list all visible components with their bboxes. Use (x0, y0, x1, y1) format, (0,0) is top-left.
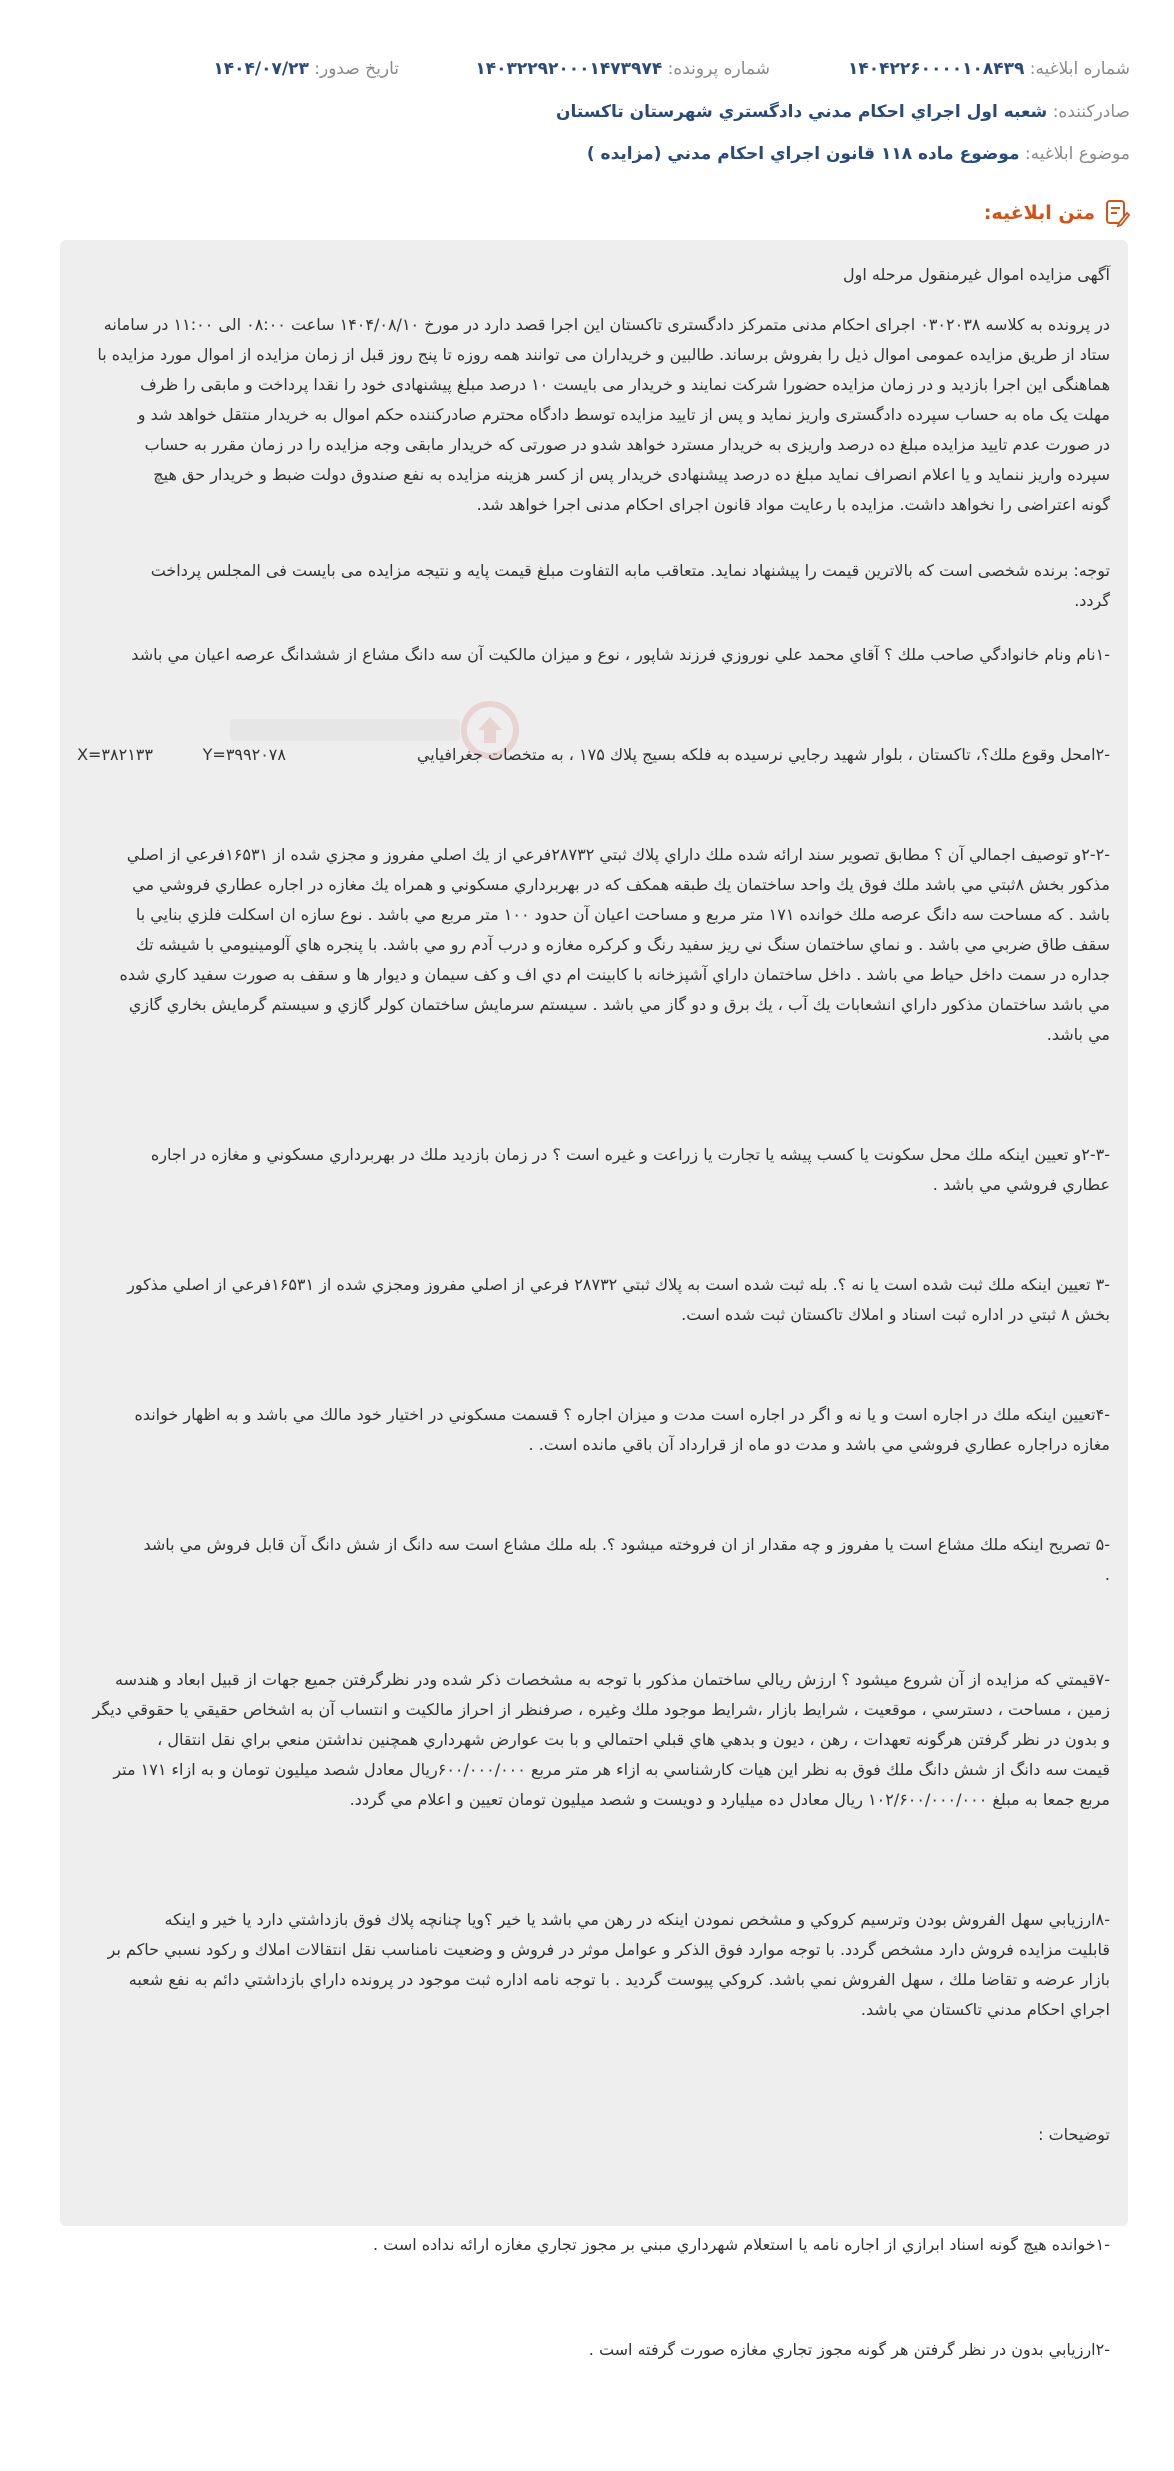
notice-number (848, 54, 1130, 84)
notice-number-value: ۱۴۰۴۲۲۶۰۰۰۰۱۰۸۴۳۹ (847, 59, 1025, 79)
paragraph-main-line: مهلت یک ماه به حساب سپرده دادگستری واریز نماید و پس از تایید مزایده توسط دادگاه محترم صادرکننده حکم اموال به خریدار منتقل خواهد شد و (137, 405, 1110, 424)
item-2-2-line: جداره در سمت داخل حياط مي باشد . داخل ساختمان داراي آشپزخانه با كابينت ام دي اف و كف سيمان و ديوار ها و سقف به صورت سفيد كاري شده (119, 965, 1110, 984)
item-2-2-line: -۲-۲و توصيف اجمالي آن ؟ مطابق تصوير سند ارائه شده ملك داراي پلاك ثبتي ۲۸۷۳۲فرعي از يك اصلي مفروز و مجزي شده از ۱۶۵۳۱فرعي از اصلي (126, 845, 1110, 864)
item-2-2-line: مي باشد ساختمان مذكور داراي انشعابات يك آب ، يك برق و دو گاز مي باشد . سيستم سرمايش ساختمان كولر گازي و سيستم گرمايش بخاري گازي (128, 995, 1110, 1014)
paragraph-main-line: گونه اعتراضی را نخواهد داشت. مزایده با رعایت مواد قانون اجرای احکام مدنی اجرا خواهد شد. (476, 495, 1110, 514)
item-1-owner: -۱نام ونام خانوادگي صاحب ملك ؟ آقاي محمد علي نوروزي فرزند شاپور ، نوع و ميزان مالكيت آن سه دانگ مشاع از ششدانگ عرصه اعيان مي باشد (131, 645, 1110, 664)
note-1: -۱خوانده هيچ گونه اسناد ابرازي از اجاره نامه يا استعلام شهرداري مبني بر مجوز تجاري مغازه ارائه نداده است . (372, 2235, 1110, 2254)
item-2-x-coordinate: X=۳۸۲۱۳۳ (77, 745, 153, 764)
meta-row-numbers (0, 54, 1174, 84)
paragraph-note-line: توجه: برنده شخصی است که بالاترین قیمت را پیشنهاد نماید. متعاقب مابه التفاوت مبلغ قیمت پایه و نتیجه مزایده می بایست فی المجلس پرداخت (150, 561, 1110, 580)
item-2-2-line: مذكور بخش ۸ثبتي مي باشد ملك فوق يك واحد ساختمان يك طبقه همكف كه در بهربرداري مسكوني و همراه يك مغازه در اجاره عطاري فروشي مي (132, 875, 1110, 894)
item-7-line: و بدون در نظر گرفتن هرگونه تعهدات ، رهن ، ديون و بدهي هاي قبلي احتمالي و با بت عوارض شهرداري همچنين نداشتن منعي براي نقل انتقال ، (157, 1730, 1110, 1749)
notice-number-label: شماره ابلاغيه: (1029, 59, 1130, 79)
item-7-line: -۷قيمتي كه مزايده از آن شروع ميشود ؟ ارزش ريالي ساختمان مذكور با توجه به مشخصات ذكر شده ودر نظرگرفتن جميع جهات از قبيل ابعاد و هندسه (115, 1670, 1110, 1689)
item-2-2-line: سقف طاق ضربي مي باشد . و نماي ساختمان سنگ ني ريز سفيد رنگ و كركره مغازه و درب آدم رو مي باشد. با پنجره هاي آلومينيومي با شيشه تك (135, 935, 1110, 954)
item-2-2-line: باشد . كه مساحت سه دانگ عرصه ملك خوانده ۱۷۱ متر مربع و مساحت اعيان آن حدود ۱۰۰ متر مربع مي باشد . نوع سازه ان اسكلت فلزي بنايي با (135, 905, 1110, 924)
notice-text-heading-label: متن ابلاغيه: (983, 202, 1095, 224)
item-2-location (78, 740, 1110, 770)
item-3-line: -۳ تعيين اينكه ملك ثبت شده است يا نه ؟. بله ثبت شده است به پلاك ثبتي ۲۸۷۳۲ فرعي از اصلي مفروز ومجزي شده از ۱۶۵۳۱فرعي از اصلي مذكور (127, 1275, 1110, 1294)
item-7-line: مربع جمعا به مبلغ ۱۰۲/۶۰۰/۰۰۰/۰۰۰ ريال معادل ده ميليارد و دويست و شصد ميليون تومان تعيين و اعلام مي گردد. (349, 1790, 1110, 1809)
subject-label: موضوع ابلاغيه: (1024, 144, 1130, 164)
item-8-line: بازار عرضه و تقاضا ملك ، سهل الفروش نمي باشد. كروكي پيوست گرديد . با توجه نامه اداره ثبت موجود در پرونده داراي بازداشتي دائم به نفع شعبه (128, 1970, 1110, 1989)
item-2-2-line: مي باشد. (1046, 1025, 1110, 1044)
item-8-line: اجراي احكام مدني تاكستان مي باشد. (860, 2000, 1110, 2019)
case-number (475, 54, 770, 84)
note-2: -۲ارزيابي بدون در نظر گرفتن هر گونه مجوز تجاري مغازه صورت گرفته است . (588, 2340, 1110, 2359)
item-7-line: قيمت سه دانگ از شش دانگ ملك فوق به نظر اين هيات كارشناسي به ازاء هر متر مربع ۶۰۰/۰۰۰/۰۰۰ريال معادل شصد ميليون تومان و به ازاء ۱۷۱ متر (113, 1760, 1110, 1779)
notes-heading: توضيحات : (1038, 2125, 1110, 2144)
paragraph-main-line: در صورت عدم تایید مزایده مبلغ ده درصد واریزی به خریدار مسترد خواهد شدو در صورتی که خریدار مابقی وجه مزایده را در زمان مقرر به حساب (144, 435, 1110, 454)
issue-date-value: ۱۴۰۴/۰۷/۲۳ (213, 59, 309, 79)
item-8-line: -۸ارزيابي سهل الفروش بودن وترسيم كروكي و مشخص نمودن اينكه در رهن مي باشد يا خير ؟ويا چنانچه پلاك فوق بازداشتي دارد يا خير و اينكه (164, 1910, 1110, 1929)
item-2-3-line: -۲-۳و تعيين اينكه ملك محل سكونت يا كسب پيشه يا تجارت يا زراعت و غيره است ؟ در زمان بازديد ملك در بهربرداري مسكوني و مغازه در اجاره (150, 1145, 1110, 1164)
item-2-y-coordinate: Y=۳۹۹۲۰۷۸ (202, 745, 286, 764)
item-2-3-line: عطاري فروشي مي باشد . (932, 1175, 1110, 1194)
paragraph-main-line: در پرونده به کلاسه ۰۳۰۲۰۳۸ اجرای احکام مدنی متمرکز دادگستری تاکستان این اجرا قصد دارد در مورخ ۱۴۰۴/۰۸/۱۰ ساعت ۰۸:۰۰ الی ۱۱:۰۰ در سامانه (103, 315, 1110, 334)
issuer-value: شعبه اول اجراي احكام مدني دادگستري شهرستان تاكستان (555, 102, 1048, 122)
subject-row (587, 139, 1130, 169)
item-5-line: . (1104, 1565, 1110, 1584)
document-edit-icon (1104, 199, 1130, 227)
paragraph-note-line: گردد. (1074, 591, 1110, 610)
case-number-value: ۱۴۰۳۲۲۹۲۰۰۰۱۴۷۳۹۷۴ (475, 59, 663, 79)
paragraph-main-line: سپرده واریز ننماید و یا اعلام انصراف نماید مبلغ ده درصد پیشنهادی خریدار پس از کسر هزینه مزایده به نفع صندوق دولت ضبط و خریدار حق هیچ (153, 465, 1110, 484)
notice-title: آگهی مزایده اموال غیرمنقول مرحله اول (843, 265, 1110, 284)
notice-body (60, 240, 1128, 2359)
item-3-line: بخش ۸ ثبتي در اداره ثبت اسناد و املاك تاكستان ثبت شده است. (681, 1305, 1110, 1324)
item-8-line: قابليت مزايده فروش دارد مشخص گردد. با توجه موارد فوق الذكر و عوامل موثر در فروش و وضعيت نامناسب نقل انتقالات املاك و ركود نسبي حاكم بر (107, 1940, 1110, 1959)
item-2-location-text: -۲امحل وقوع ملك؟، تاكستان ، بلوار شهيد رجايي نرسيده به فلكه بسيج پلاك ۱۷۵ ، به متخصات جغرافيايي (416, 745, 1110, 764)
notice-text-heading (984, 196, 1130, 230)
paragraph-main-line: ستاد از طریق مزایده عمومی اموال ذیل را بفروش برساند. طالبین و خریداران می توانند همه روزه تا پنج روز قبل از زمان مزایده از اموال مورد مزایده با (97, 345, 1110, 364)
item-5-line: -۵ تصريح اينكه ملك مشاع است يا مفروز و چه مقدار از ان فروخته ميشود ؟. بله ملك مشاع است سه دانگ از شش دانگ آن قابل فروش مي باشد (143, 1535, 1110, 1554)
item-4-line: -۴تعيين اينكه ملك در اجاره است و يا نه و اگر در اجاره است مدت و ميزان اجاره ؟ قسمت مسكوني در اختيار خود مالك مي باشد و به اظهار خوانده (134, 1405, 1110, 1424)
subject-value: موضوع ماده ۱۱۸ قانون اجراي احکام مدني (مزايده ) (586, 144, 1020, 164)
issue-date-label: تاريخ صدور: (314, 59, 399, 79)
issue-date (213, 54, 399, 84)
item-7-line: زمين ، مساحت ، دسترسي ، موقعيت ، شرايط بازار ،شرايط موجود ملك وغيره ، صرفنظر از احراز مالكيت و انتساب آن به اشخاص حقيقي يا حقوقي ديگر (92, 1700, 1110, 1719)
item-4-line: مغازه دراجاره عطاري فروشي مي باشد و مدت دو ماه از قرارداد آن باقي مانده است. . (528, 1435, 1110, 1454)
case-number-label: شماره پرونده: (667, 59, 770, 79)
paragraph-main-line: هماهنگی این اجرا بازدید و در زمان مزایده حضورا شرکت نمایند و خریدار می بایست ۱۰ درصد مبلغ پیشنهادی خود را نقدا پرداخت و مابقی را ظرف (140, 375, 1110, 394)
issuer-label: صادرکننده: (1052, 102, 1130, 122)
issuer-row (556, 97, 1130, 127)
